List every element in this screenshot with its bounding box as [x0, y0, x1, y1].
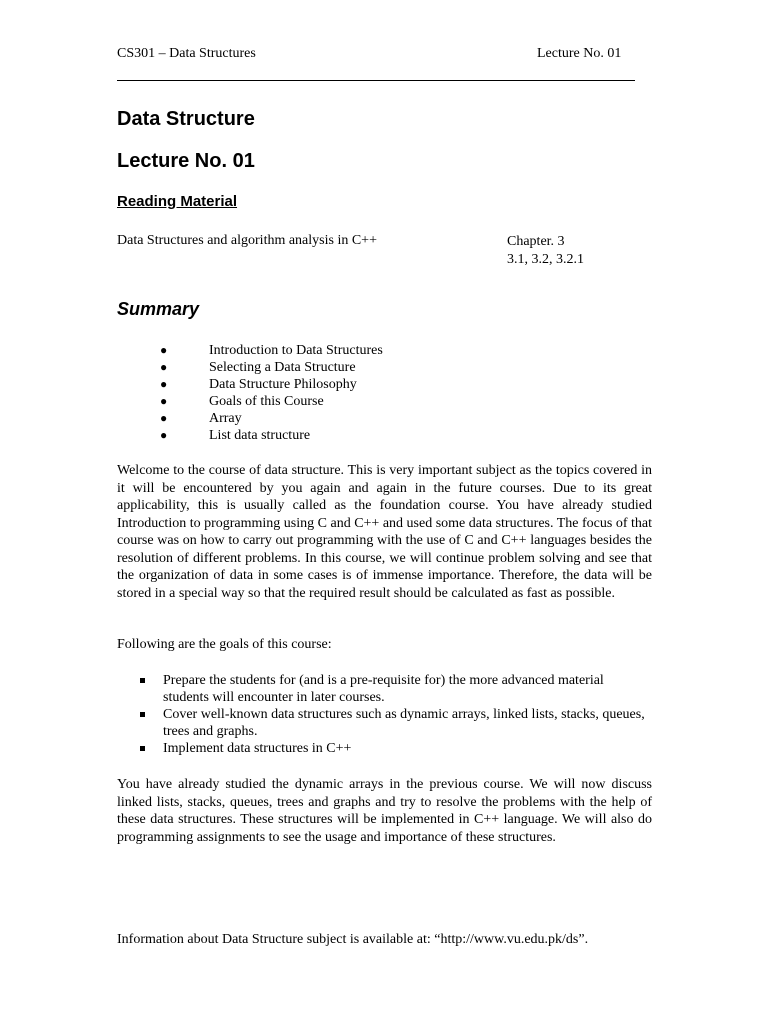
header-lecture: Lecture No. 01: [537, 46, 622, 61]
bullet-icon: ●: [160, 360, 168, 374]
list-item: ● Data Structure Philosophy: [160, 377, 357, 392]
intro-paragraph: Welcome to the course of data structure. This is very important subject as the topics covered in it will be encountered by you again and again in the future courses. Due to its great applicability, this is usually called as the foundation course. You have already studied Introduction to programming using C and C++ and used some data structures. The focus of that course was on how to carry out programming with the use of C and C++ languages besides the resolution of different problems. In this course, we will continue problem solving and see that the organization of data in some cases is of immense importance. Therefore, the data will be stored in a special way so that the required result should be calculated as fast as possible.: [117, 463, 652, 601]
list-item: ● Goals of this Course: [160, 394, 324, 409]
bullet-icon: ●: [160, 394, 168, 408]
bullet-icon: ●: [160, 428, 168, 442]
bullet-icon: ●: [160, 411, 168, 425]
square-bullet-icon: [140, 712, 145, 717]
square-bullet-icon: [140, 678, 145, 683]
document-title: Data Structure: [117, 108, 255, 130]
goals-intro: Following are the goals of this course:: [117, 637, 332, 652]
list-item: Prepare the students for (and is a pre-requisite for) the more advanced material students will encounter in later courses.: [138, 672, 652, 706]
list-item: ● Array: [160, 411, 242, 426]
list-item: Cover well-known data structures such as dynamic arrays, linked lists, stacks, queues, trees and graphs.: [138, 706, 652, 740]
reading-book: Data Structures and algorithm analysis in C++: [117, 233, 377, 248]
summary-heading: Summary: [117, 299, 200, 319]
list-item: ● Introduction to Data Structures: [160, 343, 383, 358]
lecture-title: Lecture No. 01: [117, 150, 255, 172]
closing-paragraph: You have already studied the dynamic arrays in the previous course. We will now discuss linked lists, stacks, queues, trees and graphs and try to resolve the problems with the help of these data structures. These structures will be implemented in C++ language. We will also do programming assignments to see the usage and importance of these structures.: [117, 777, 652, 845]
list-item: ● Selecting a Data Structure: [160, 360, 356, 375]
header-rule: [117, 80, 635, 81]
reading-material-heading: Reading Material: [117, 193, 238, 210]
square-bullet-icon: [140, 746, 145, 751]
reading-chapter-block: [507, 233, 584, 269]
header-course: CS301 – Data Structures: [117, 46, 256, 61]
list-item: ● List data structure: [160, 428, 311, 443]
bullet-icon: ●: [160, 377, 168, 391]
bullet-icon: ●: [160, 343, 168, 357]
list-item: Implement data structures in C++: [138, 740, 652, 757]
summary-list: [160, 342, 383, 444]
reading-sections: 3.1, 3.2, 3.2.1: [507, 252, 584, 267]
reading-chapter: Chapter. 3: [507, 234, 565, 249]
goals-list: [138, 672, 652, 757]
info-line: Information about Data Structure subject is available at: “http://www.vu.edu.pk/ds”.: [117, 932, 589, 947]
